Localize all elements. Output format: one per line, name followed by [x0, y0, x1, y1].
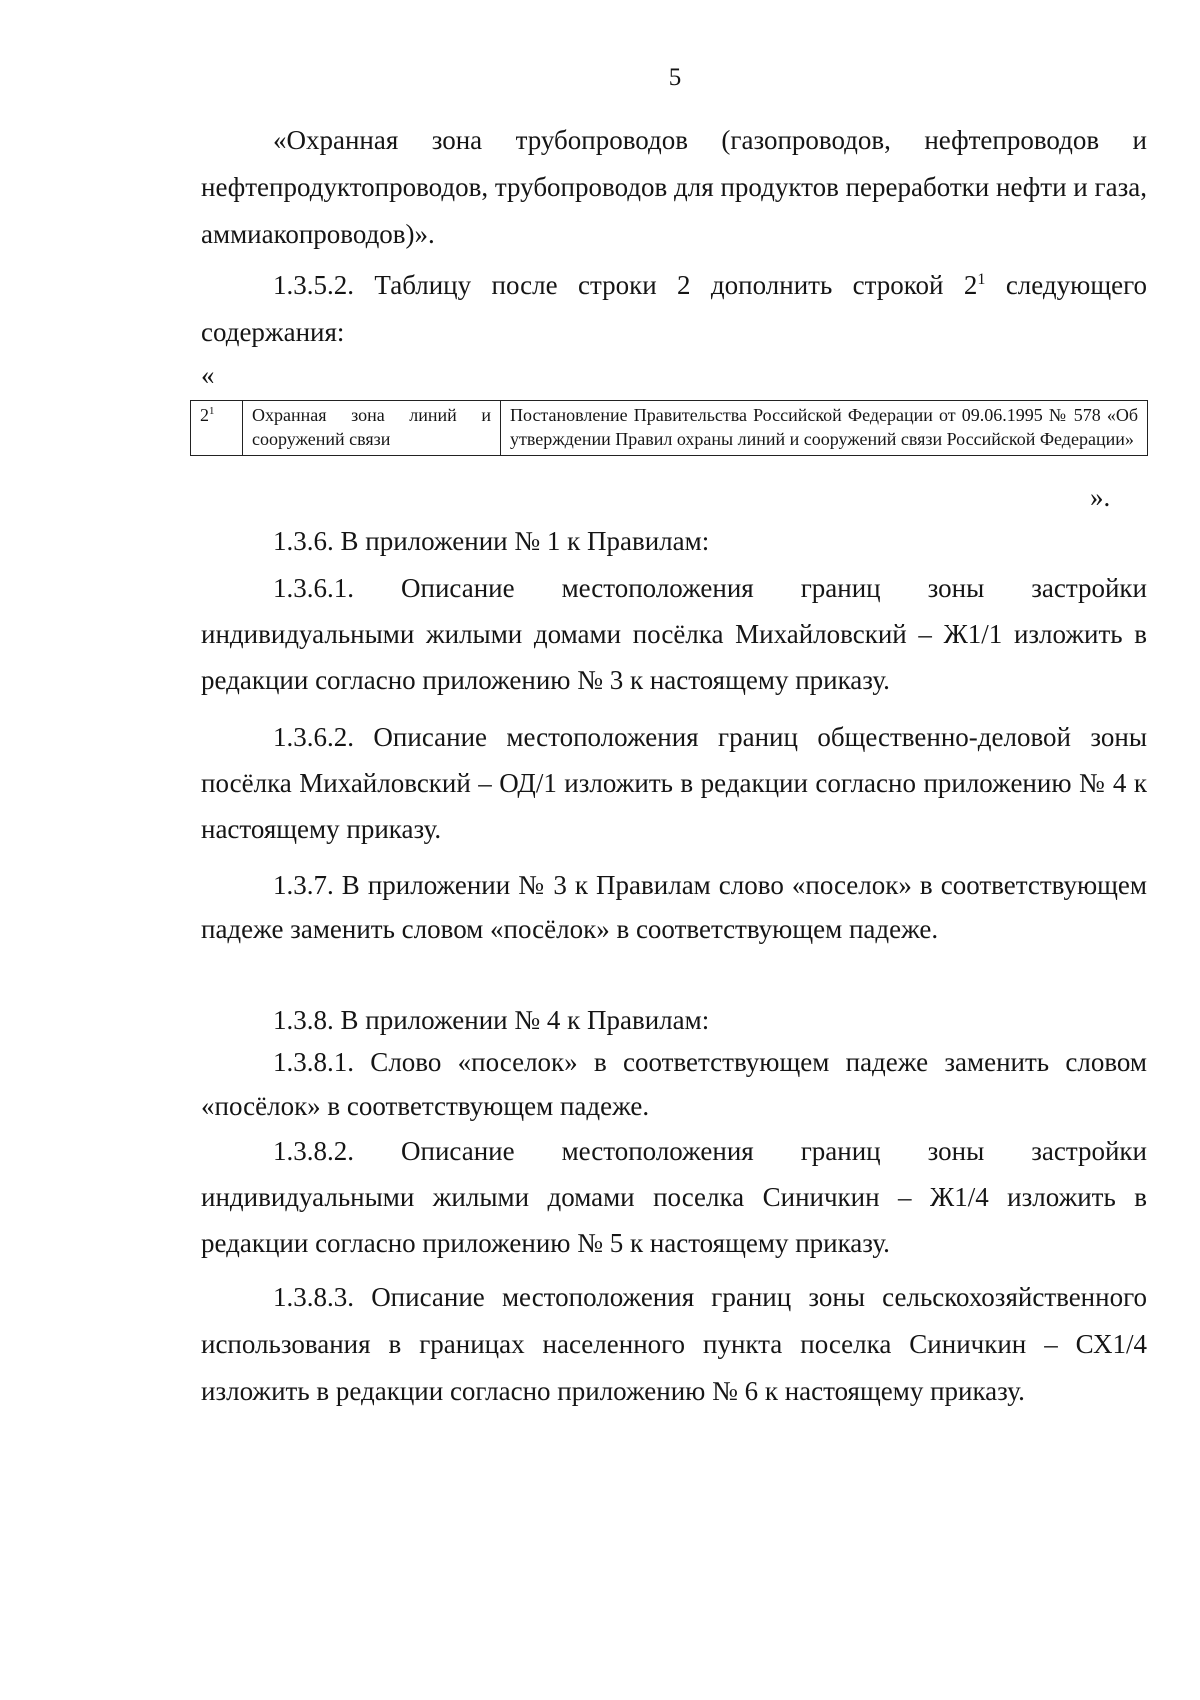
paragraph-1-3-5-2-text: 1.3.5.2. Таблицу после строки 2 дополнить строкой 2 — [273, 270, 978, 300]
paragraph-1-3-5-2-tail: следующего содержания: — [201, 270, 1147, 347]
row-number: 2 — [200, 405, 209, 425]
inserted-table — [190, 400, 1148, 456]
intro-paragraph: «Охранная зона трубопроводов (газопроводов, нефтепроводов и нефтепродуктопроводов, трубопроводов для продуктов переработки нефти и газа, аммиакопроводов)». — [201, 125, 1147, 249]
legal-document-cell: Постановление Правительства Российской Федерации от 09.06.1995 № 578 «Об утверждении Правил охраны линий и сооружений связи Российской Федерации» — [501, 401, 1148, 456]
zone-name-cell: Охранная зона линий и сооружений связи — [243, 401, 501, 456]
paragraph-1-3-6: 1.3.6. В приложении № 1 к Правилам: — [273, 526, 710, 556]
paragraph-1-3-8-2: 1.3.8.2. Описание местоположения границ зоны застройки индивидуальными жилыми домами поселка Синичкин – Ж1/4 изложить в редакции согласно приложению № 5 к настоящему приказу. — [201, 1136, 1147, 1258]
paragraph-1-3-8-3: 1.3.8.3. Описание местоположения границ зоны сельскохозяйственного использования в границах населенного пункта поселка Синичкин – СХ1/4 изложить в редакции согласно приложению № 6 к настоящему приказу. — [201, 1282, 1147, 1406]
paragraph-1-3-6-2: 1.3.6.2. Описание местоположения границ общественно-деловой зоны посёлка Михайловский – ОД/1 изложить в редакции согласно приложению № 4 к настоящему приказу. — [201, 722, 1147, 844]
row-number-cell — [191, 401, 243, 456]
row-number-sup: 1 — [209, 405, 215, 417]
superscript: 1 — [977, 270, 986, 288]
paragraph-1-3-8-1: 1.3.8.1. Слово «поселок» в соответствующем падеже заменить словом «посёлок» в соответствующем падеже. — [201, 1047, 1147, 1121]
paragraph-1-3-8: 1.3.8. В приложении № 4 к Правилам: — [273, 1005, 710, 1035]
paragraph-1-3-5-2 — [201, 262, 1147, 356]
page-number: 5 — [668, 64, 682, 91]
open-quote: « — [201, 360, 215, 390]
paragraph-1-3-7: 1.3.7. В приложении № 3 к Правилам слово «поселок» в соответствующем падеже заменить словом «посёлок» в соответствующем падеже. — [201, 870, 1147, 944]
paragraph-1-3-6-1: 1.3.6.1. Описание местоположения границ зоны застройки индивидуальными жилыми домами посёлка Михайловский – Ж1/1 изложить в редакции согласно приложению № 3 к настоящему приказу. — [201, 573, 1147, 695]
close-quote: ». — [1090, 482, 1111, 512]
table-row — [191, 401, 1148, 456]
